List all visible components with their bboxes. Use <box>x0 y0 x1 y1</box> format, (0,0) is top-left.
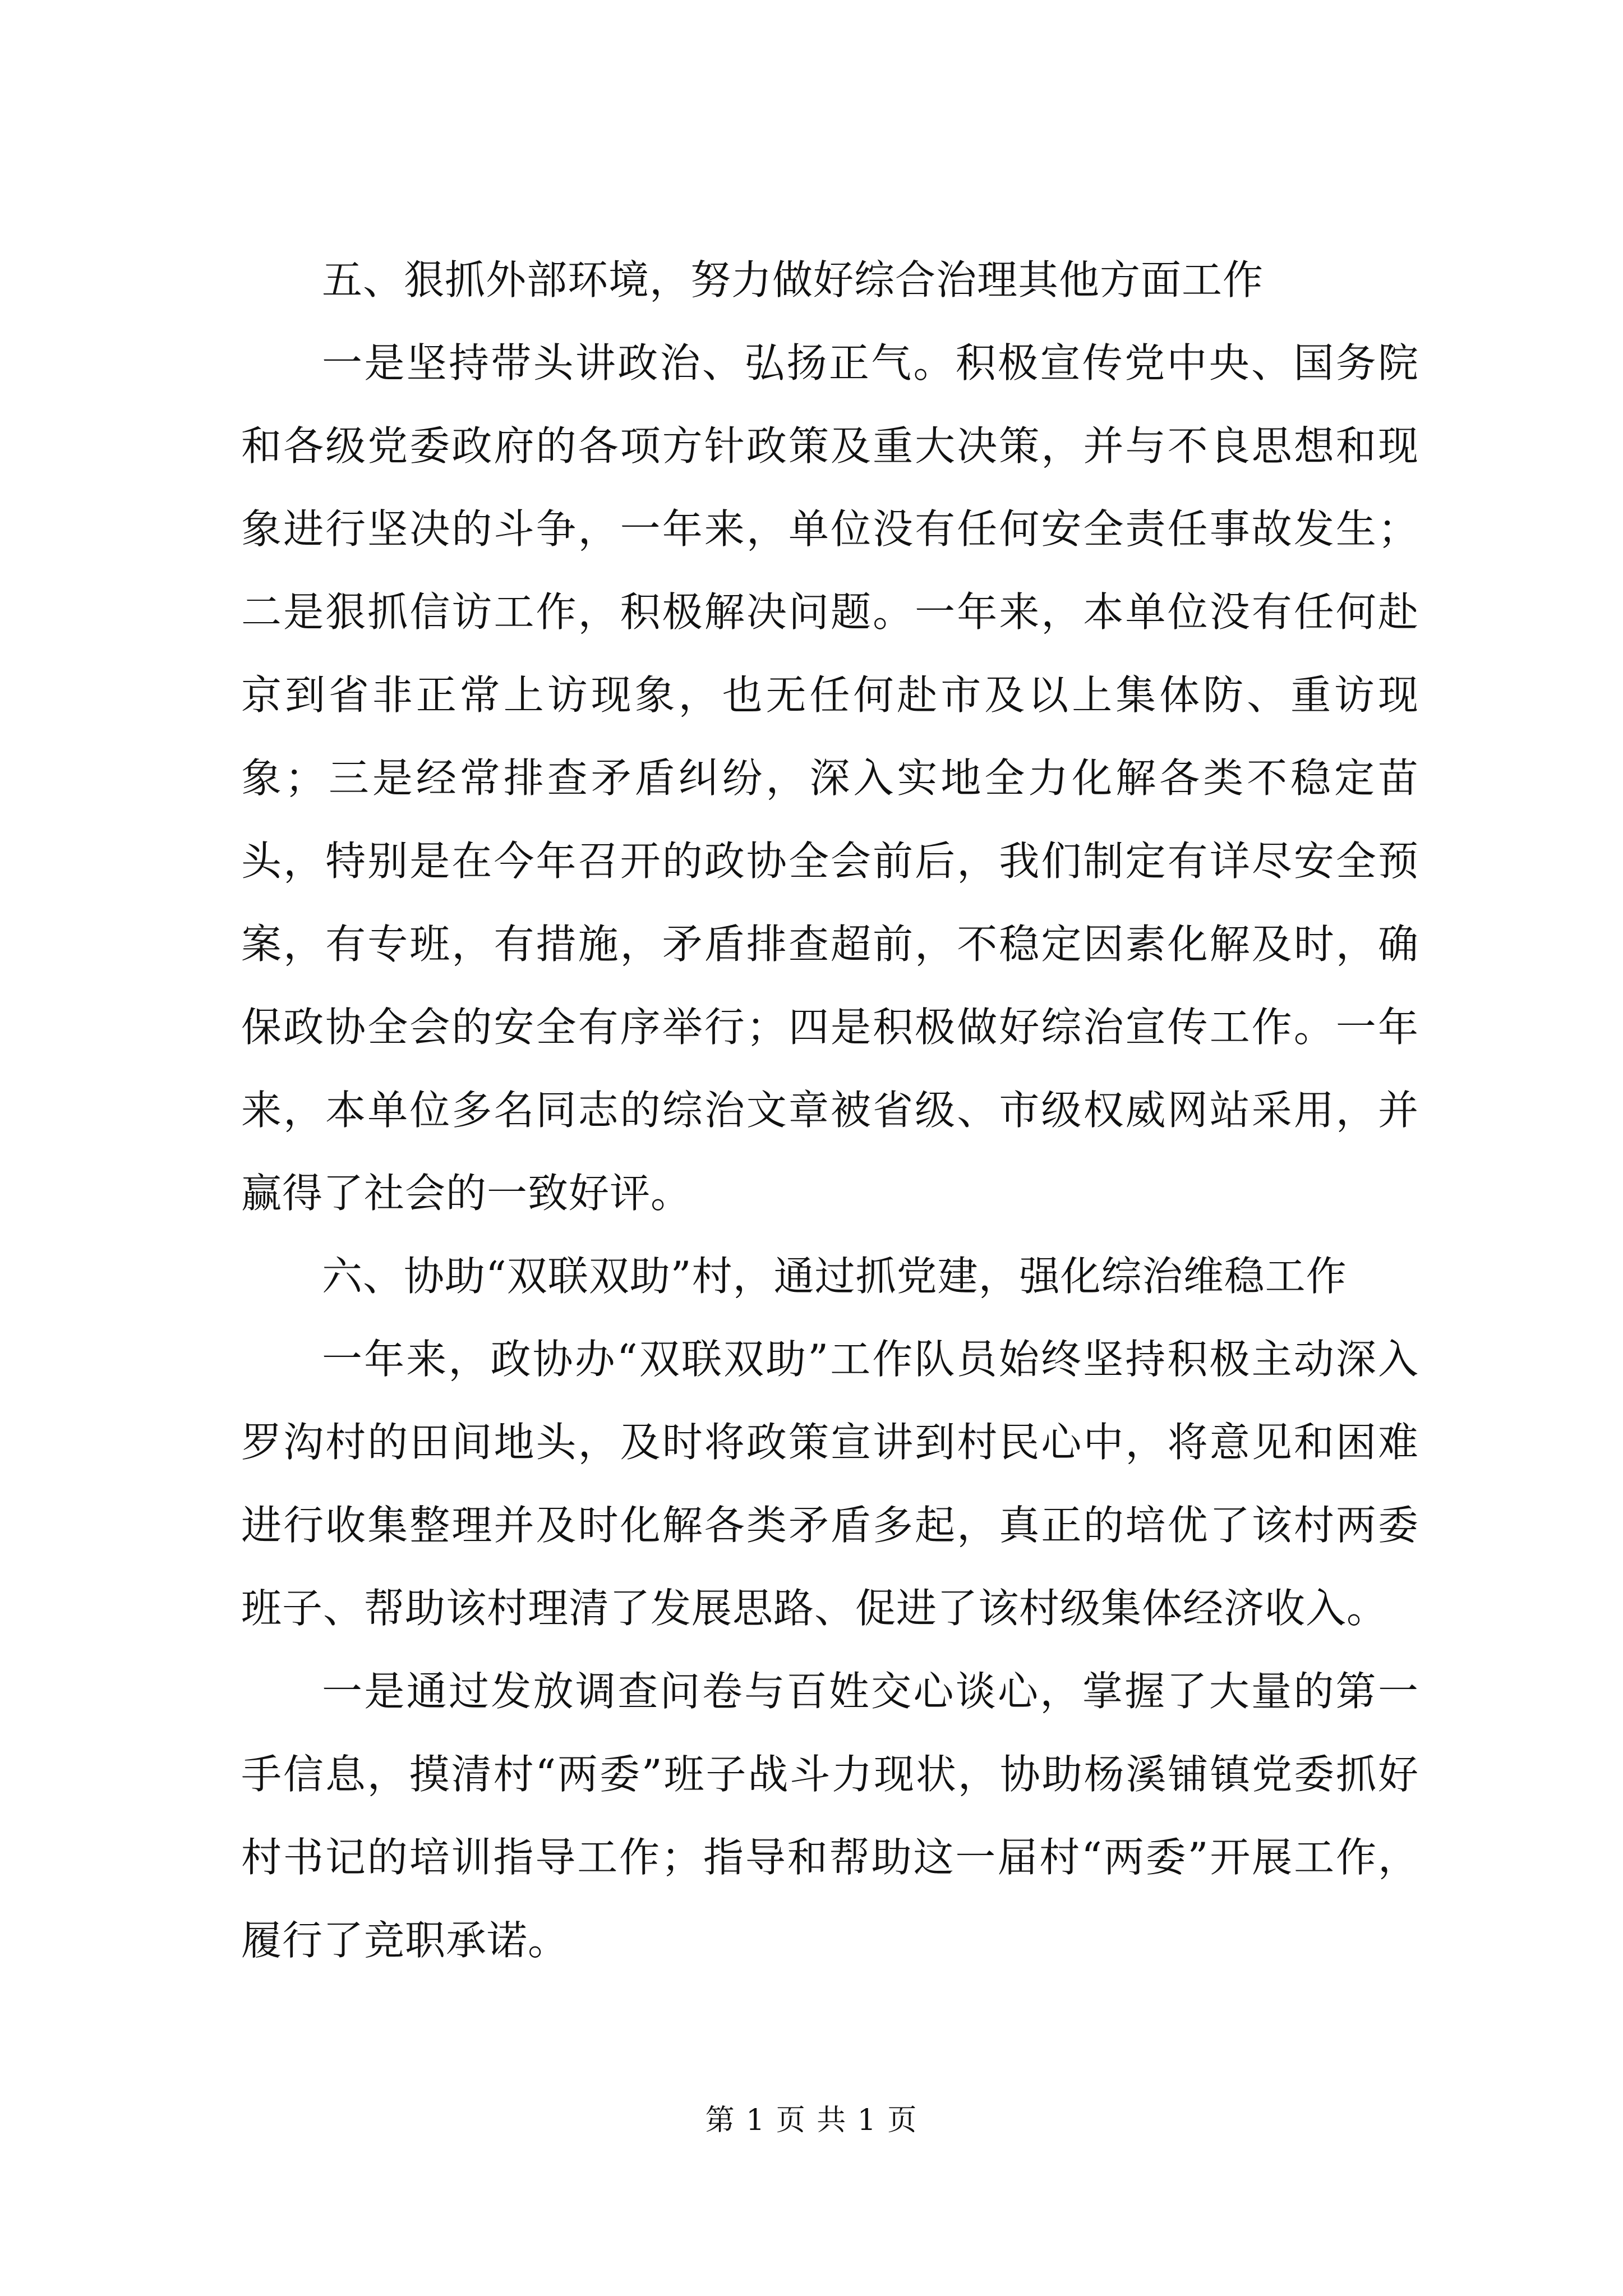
section-heading-5: 五、狠抓外部环境，努力做好综合治理其他方面工作 <box>322 256 1264 303</box>
section-heading-6: 六、协助“双联双助”村，通过抓党建，强化综治维稳工作 <box>322 1253 1347 1300</box>
page-footer: 第 1 页 共 1 页 <box>705 2104 918 2137</box>
paragraph-section-6-intro: 一年来，政协办“双联双助”工作队员始终坚持积极主动深入罗沟村的田间地头，及时将政策宣讲到村民心中，将意见和困难进行收集整理并及时化解各类矛盾多起，真正的培优了该村两委班子、帮助该村理清了发展思路、促进了该村级集体经济收入。 <box>241 1336 1419 1632</box>
paragraph-section-6-point-1: 一是通过发放调查问卷与百姓交心谈心，掌握了大量的第一手信息，摸清村“两委”班子战斗力现状，协助杨溪铺镇党委抓好村书记的培训指导工作；指导和帮助这一届村“两委”开展工作，履行了竞职承诺。 <box>241 1668 1419 1964</box>
document-body <box>241 238 1419 1982</box>
paragraph-section-5-body: 一是坚持带头讲政治、弘扬正气。积极宣传党中央、国务院和各级党委政府的各项方针政策及重大决策，并与不良思想和现象进行坚决的斗争，一年来，单位没有任何安全责任事故发生；二是狠抓信访工作，积极解决问题。一年来，本单位没有任何赴京到省非正常上访现象，也无任何赴市及以上集体防、重访现象；三是经常排查矛盾纠纷，深入实地全力化解各类不稳定苗头，特别是在今年召开的政协全会前后，我们制定有详尽安全预案，有专班，有措施，矛盾排查超前，不稳定因素化解及时，确保政协全会的安全有序举行；四是积极做好综治宣传工作。一年来，本单位多名同志的综治文章被省级、市级权威网站采用，并赢得了社会的一致好评。 <box>241 339 1419 1217</box>
